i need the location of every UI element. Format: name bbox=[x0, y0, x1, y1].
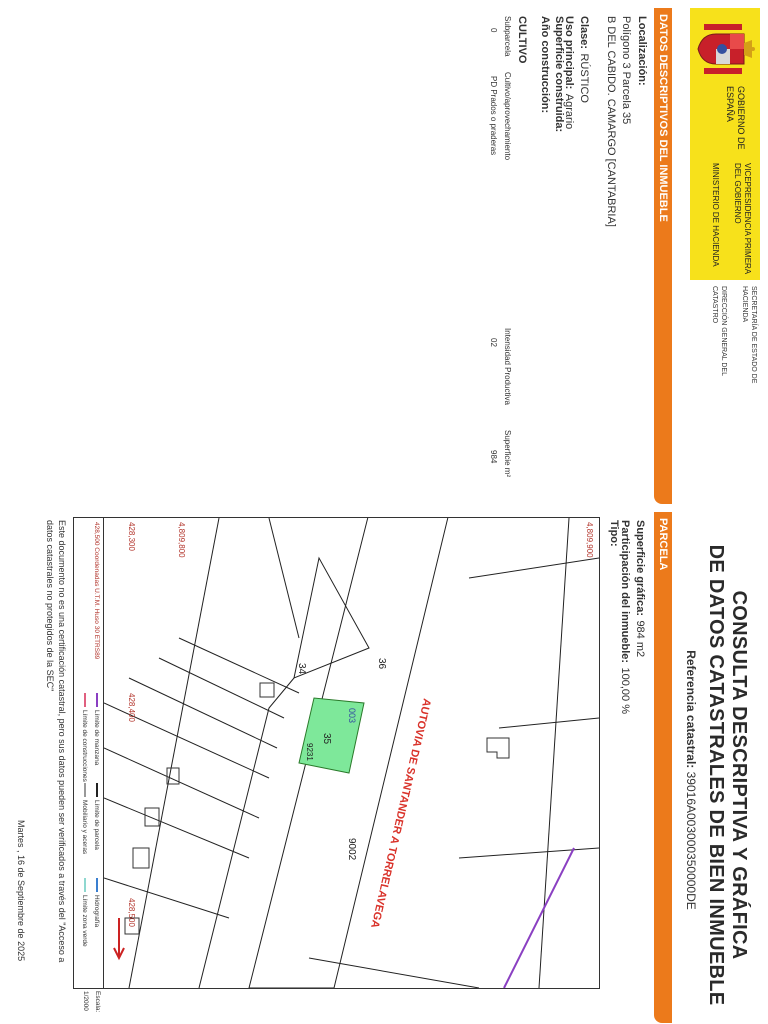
coord-left-1: 4,809,900 bbox=[585, 522, 594, 558]
legend-item-parcel-limit: Límite de parcela bbox=[93, 783, 100, 850]
section-header-parcel: PARCELA bbox=[654, 512, 672, 1023]
parcel-label-9002: 9002 bbox=[346, 838, 357, 861]
reference-label: Referencia catastral: bbox=[684, 650, 698, 769]
subparcel-label-003: 003 bbox=[347, 708, 357, 724]
government-logo-block bbox=[690, 8, 760, 280]
table-cell-area: 984 bbox=[489, 450, 498, 464]
parcel-label-36: 36 bbox=[376, 658, 387, 670]
north-arrow-icon bbox=[114, 918, 124, 958]
location-line-2: B DEL CABIDO. CAMARGO [CANTABRIA] bbox=[605, 16, 617, 227]
cadastral-reference bbox=[684, 545, 698, 1015]
graphic-area-value: 984 m2 bbox=[634, 620, 646, 658]
secretariat-name: SECRETARÍA DE ESTADO DE HACIENDA bbox=[741, 286, 757, 384]
location-line-1: Polígono 3 Parcela 35 bbox=[620, 16, 632, 125]
government-name: GOBIERNO DE ESPAÑA bbox=[725, 86, 746, 150]
document-date: Martes , 16 de Septiembre de 2025 bbox=[16, 820, 26, 962]
parcel-label-9231: 9231 bbox=[305, 743, 314, 761]
main-use-label: Uso principal: bbox=[563, 16, 575, 90]
purple-boundary bbox=[504, 848, 574, 988]
table-cell-subparcel: 0 bbox=[489, 28, 498, 33]
class-label: Clase: bbox=[578, 16, 590, 50]
class-value: RÚSTICO bbox=[578, 53, 590, 103]
legend-item-furniture-sidewalks: Mobiliario y aceras bbox=[81, 783, 88, 854]
participation-row bbox=[617, 520, 635, 714]
ministry-name: MINISTERIO DE HACIENDA bbox=[711, 163, 720, 267]
legend-swatch-pink bbox=[84, 693, 86, 707]
legend-item-green-zone: Límite zona verde bbox=[81, 878, 88, 947]
location-label: Localización: bbox=[636, 16, 648, 86]
disclaimer-text: Este documento no es una certificación catastral, pero sus datos pueden ser verificados a través del "Acceso a datos catastrales no protegidos de la SEC" bbox=[45, 520, 67, 963]
type-label: Tipo: bbox=[608, 520, 620, 547]
vice-presidency-name: VICEPRESIDENCIA PRIMERA DEL GOBIERNO bbox=[733, 163, 752, 274]
title-line-1: CONSULTA DESCRIPTIVA Y GRÁFICA bbox=[728, 590, 750, 960]
construction-year-label: Año construcción: bbox=[539, 16, 551, 114]
legend-item-block-limit: Límite de manzana bbox=[93, 693, 100, 765]
road-label: AUTOVIA DE SANTANDER A TORRELAVEGA bbox=[368, 697, 433, 930]
cadastral-map bbox=[103, 517, 600, 989]
utm-coordinates-note: 428,500 Coordenadas U.T.M. Huso 30 ETRS89 bbox=[93, 522, 100, 660]
section-header-descriptive-data: DATOS DESCRIPTIVOS DEL INMUEBLE bbox=[654, 8, 672, 504]
main-use-value: Agrario bbox=[563, 93, 575, 130]
legend-item-hydrography: Hidrografía bbox=[93, 878, 100, 927]
coord-left-2: 4,809,800 bbox=[177, 522, 186, 558]
directorate-name: DIRECCIÓN GENERAL DEL CATASTRO bbox=[711, 286, 727, 376]
legend-swatch-blue bbox=[96, 878, 98, 892]
reference-value: 39016A003000350000DE bbox=[684, 771, 698, 910]
legend-swatch-teal bbox=[84, 878, 86, 892]
participation-label: Participación del inmueble: bbox=[619, 520, 631, 664]
scale-label: Escala: bbox=[94, 991, 101, 1013]
scale-value: 1/2000 bbox=[82, 991, 89, 1011]
table-header-crop: Cultivo/aprovechamiento bbox=[503, 72, 512, 161]
map-drawing bbox=[104, 518, 599, 988]
table-cell-crop: PD Prados o praderas bbox=[489, 76, 498, 156]
parcel-label-35: 35 bbox=[321, 733, 332, 745]
crop-section-label: CULTIVO bbox=[516, 16, 528, 64]
table-header-area: Superficie m² bbox=[503, 430, 512, 478]
legend-swatch-purple bbox=[96, 693, 98, 707]
map-legend bbox=[73, 517, 104, 1013]
document-title bbox=[704, 540, 750, 1010]
parcel-label-34: 34 bbox=[296, 663, 307, 675]
graphic-area-label: Superficie gráfica: bbox=[634, 520, 646, 616]
table-header-subparcel: Subparcela bbox=[503, 16, 512, 57]
legend-swatch-black bbox=[96, 783, 98, 797]
coord-top-1: 428,300 bbox=[127, 522, 136, 551]
participation-value: 100,00 % bbox=[619, 667, 631, 714]
table-header-intensity: Intensidad Productiva bbox=[503, 328, 512, 405]
coord-top-3: 428,500 bbox=[127, 898, 136, 927]
coat-of-arms-icon bbox=[694, 20, 756, 78]
legend-item-construction-limit: Límite de construcciones bbox=[81, 693, 88, 782]
legend-swatch-gray bbox=[84, 783, 86, 797]
coord-top-2: 428,400 bbox=[127, 693, 136, 722]
title-line-2: DE DATOS CATASTRALES DE BIEN INMUEBLE bbox=[705, 544, 727, 1006]
table-cell-intensity: 02 bbox=[489, 338, 498, 347]
built-area-label: Superficie construida: bbox=[553, 16, 565, 133]
scale-box bbox=[74, 988, 104, 1017]
